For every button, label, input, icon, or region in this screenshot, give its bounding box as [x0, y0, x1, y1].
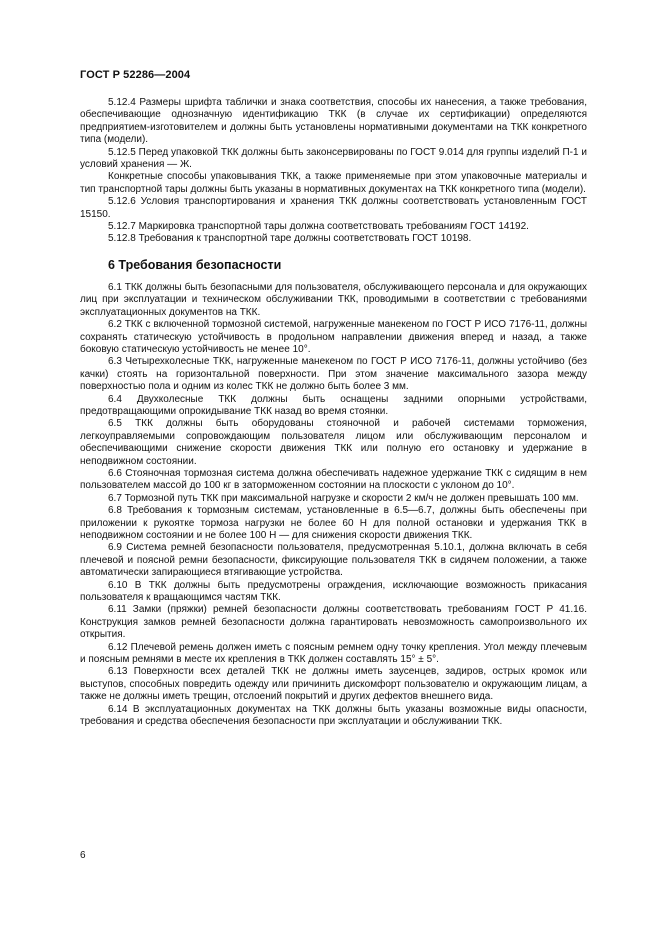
paragraph-5-12-7: 5.12.7 Маркировка транспортной тары должна соответствовать требованиям ГОСТ 14192.: [108, 221, 529, 233]
paragraph-6-7: 6.7 Тормозной путь ТКК при максимальной нагрузке и скорости 2 км/ч не должен превышать 100 мм.: [108, 492, 579, 504]
paragraph-6-10: 6.10 В ТКК должны быть предусмотрены ограждения, исключающие возможность прикасания пользователя к вращающимся частям ТКК.: [80, 579, 587, 604]
paragraph-5-12-5: 5.12.5 Перед упаковкой ТКК должны быть законсервированы по ГОСТ 9.014 для группы изделий П-1 и условий хранения — Ж.: [80, 146, 587, 171]
paragraph-6-2: 6.2 ТКК с включенной тормозной системой, нагруженные манекеном по ГОСТ Р ИСО 7176-11, должны сохранять статическую устойчивость в продольном направлении движения вперед и назад, а также боковую статическую устойчивость не менее 10°.: [80, 319, 587, 355]
paragraph-6-14: 6.14 В эксплуатационных документах на ТКК должны быть указаны возможные виды опасности, требования и средства обеспечения безопасности при эксплуатации и обслуживании ТКК.: [80, 703, 587, 728]
paragraph-6-1: 6.1 ТКК должны быть безопасными для пользователя, обслуживающего персонала и для окружающих лиц при эксплуатации и техническом обслуживании ТКК, проводимыми в соответствии с требованиями эксплуатационных документов на ТКК.: [80, 281, 587, 318]
paragraph-6-11: 6.11 Замки (пряжки) ремней безопасности должны соответствовать требованиям ГОСТ Р 41.16. Конструкция замков ремней безопасности должна гарантировать невозможность самопроизвольного их открытия.: [80, 604, 587, 641]
paragraphs-after-section: [80, 282, 587, 729]
paragraph-6-6: 6.6 Стояночная тормозная система должна обеспечивать надежное удержание ТКК с сидящим в нем пользователем массой до 100 кг в заторможенном состоянии на плоскости с уклоном до 10°.: [80, 467, 587, 492]
paragraph-6-13: 6.13 Поверхности всех деталей ТКК не должны иметь заусенцев, задиров, острых кромок или выступов, способных повредить одежду или причинить дискомфорт пользователю и окружающим лицам, а также не должны иметь трещин, отслоений покрытий и других дефектов внешнего вида.: [80, 666, 587, 703]
page-number: 6: [80, 850, 86, 861]
paragraph-5-12-6: 5.12.6 Условия транспортирования и хранения ТКК должны соответствовать установленным ГОСТ 15150.: [80, 196, 587, 220]
paragraph-6-3: 6.3 Четырехколесные ТКК, нагруженные манекеном по ГОСТ Р ИСО 7176-11, должны устойчиво (без качки) стоять на горизонтальной поверхности. При этом значение максимального зазора между поверхностью пола и одним из колес ТКК не должно быть более 3 мм.: [80, 356, 587, 393]
paragraph-6-9: 6.9 Система ремней безопасности пользователя, предусмотренная 5.10.1, должна включать в себя плечевой и поясной ремни безопасности, фиксирующие пользователя ТКК в сидячем положении, а также автоматически запирающиеся втягивающие устройства.: [80, 542, 587, 579]
paragraph-6-4: 6.4 Двухколесные ТКК должны быть оснащены задними опорными устройствами, предотвращающими опрокидывание ТКК назад во время стоянки.: [80, 393, 587, 417]
paragraph-5-12-4: 5.12.4 Размеры шрифта таблички и знака соответствия, способы их нанесения, а также требования, обеспечивающие однозначную идентификацию ТКК (в случае их сертификации) определяются предприятием-изготовителем и должны быть установлены нормативными документами на ТКК конкретного типа (модели).: [80, 97, 587, 146]
paragraphs-before-section: [80, 97, 587, 246]
paragraph-6-8: 6.8 Требования к тормозным системам, установленные в 6.5—6.7, должны быть обеспечены при приложении к рукоятке тормоза нагрузки не более 60 Н для полной остановки и удержания ТКК в неподвижном состоянии и не более 100 Н — для снижения скорости движения ТКК.: [80, 505, 587, 541]
section-title: 6 Требования безопасности: [108, 257, 282, 272]
paragraph-6-5: 6.5 ТКК должны быть оборудованы стояночной и рабочей системами торможения, легкоуправляемыми сопровождающим пользователя лицом или обслуживающим персоналом и обеспечивающими снижение скорости движения ТКК или полную его остановку и удержание в неподвижном состоянии.: [80, 418, 587, 467]
document-body: [80, 97, 587, 729]
paragraph-6-12: 6.12 Плечевой ремень должен иметь с поясным ремнем одну точку крепления. Угол между плечевым и поясным ремнями в месте их крепления в ТКК должен составлять 15° ± 5°.: [80, 641, 587, 666]
paragraph-5-12-8: 5.12.8 Требования к транспортной таре должны соответствовать ГОСТ 10198.: [108, 233, 472, 245]
document-header: ГОСТ Р 52286—2004: [80, 69, 191, 81]
paragraph-packaging-methods: Конкретные способы упаковывания ТКК, а также применяемые при этом упаковочные материалы и тип транспортной тары должны быть указаны в нормативных документах на ТКК конкретного типа (модели).: [80, 171, 587, 195]
